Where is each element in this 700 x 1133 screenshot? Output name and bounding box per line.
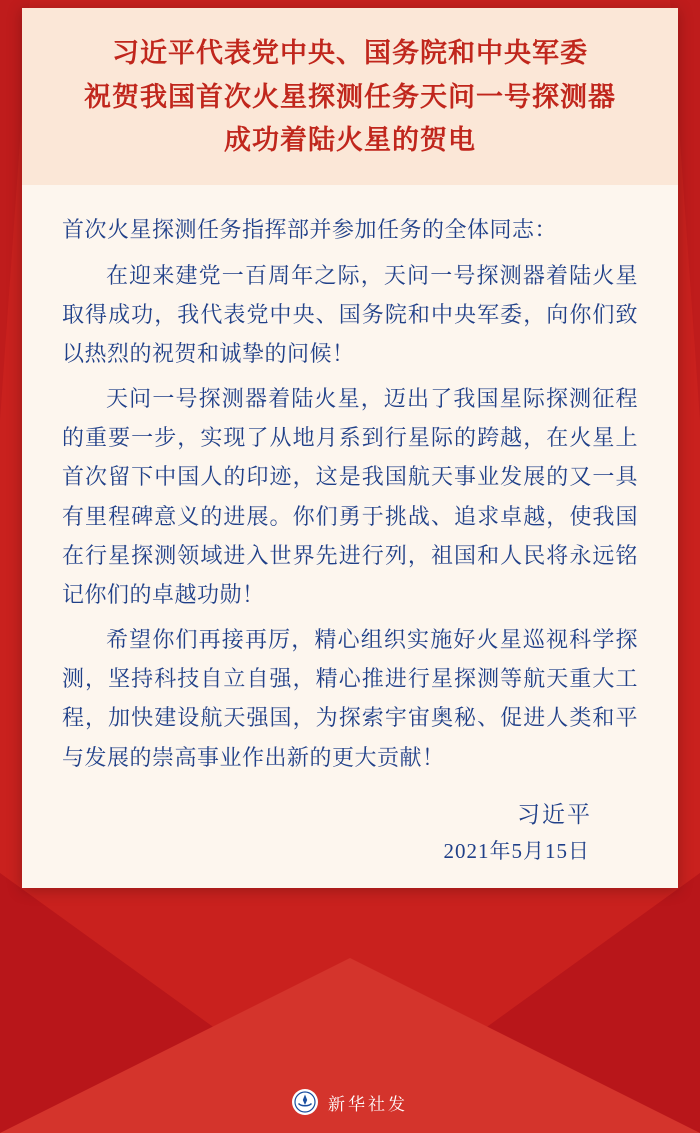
signature-block [62, 795, 638, 870]
title-line-1: 习近平代表党中央、国务院和中央军委 [112, 38, 588, 68]
salutation: 首次火星探测任务指挥部并参加任务的全体同志： [62, 217, 558, 243]
letter-body [22, 185, 678, 887]
paragraph-2: 天问一号探测器着陆火星，迈出了我国星际探测征程的重要一步，实现了从地月系到行星际的跨越，在火星上首次留下中国人的印迹，这是我国航天事业发展的又一具有里程碑意义的进展。你们勇于挑战、追求卓越，使我国在行星探测领域进入世界先进行列，祖国和人民将永远铭记你们的卓越功勋！ [62, 386, 638, 607]
credit-label: 新华社发 [328, 1094, 408, 1114]
footer-credit [0, 1089, 700, 1115]
title-line-3: 成功着陆火星的贺电 [224, 125, 476, 156]
paragraph-1: 在迎来建党一百周年之际，天问一号探测器着陆火星取得成功，我代表党中央、国务院和中央军委，向你们致以热烈的祝贺和诚挚的问候！ [62, 262, 638, 367]
letter-sheet [22, 8, 678, 888]
xinhua-logo-icon [292, 1089, 318, 1115]
paragraph-3: 希望你们再接再厉，精心组织实施好火星巡视科学探测，坚持科技自立自强，精心推进行星探测等航天重大工程，加快建设航天强国，为探索宇宙奥秘、促进人类和平与发展的崇高事业作出新的更大贡献！ [62, 627, 638, 770]
title-line-2: 祝贺我国首次火星探测任务天问一号探测器 [84, 81, 616, 112]
title-band [22, 8, 678, 185]
signature-name: 习近平 [517, 801, 592, 827]
signature-date: 2021年5月15日 [443, 838, 590, 863]
